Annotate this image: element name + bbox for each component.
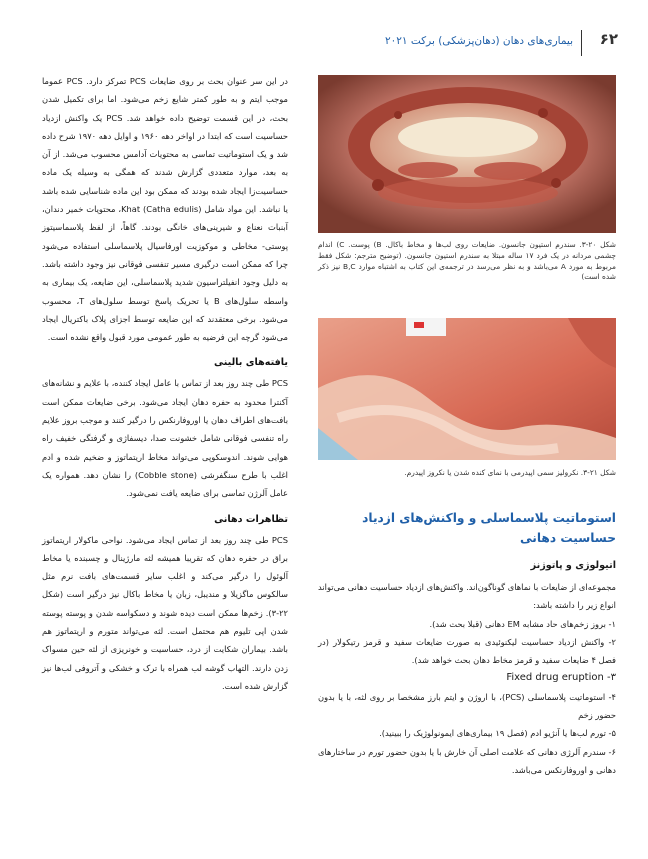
running-title: بیماری‌های دهان (دهان‌پزشکی) برکت ۲۰۲۱ <box>384 35 573 47</box>
heading-clinical-findings: یافته‌های بالینی <box>214 357 288 369</box>
skin-necrolysis-photo-icon <box>318 318 616 460</box>
heading-etiology: اتیولوژی و پاتوژنز <box>530 560 616 571</box>
list-item: ۶- سندرم آلرژی دهانی که علامت اصلی آن خارش با یا بدون حضور تورم در ساختارهای دهانی و اوروفارنکس می‌باشد. <box>318 746 616 775</box>
list-item: Fixed drug eruption -۳ <box>506 672 616 684</box>
left-paragraph-3: PCS طی چند روز بعد از تماس ایجاد می‌شود. نواحی ماکولار اریتماتوز براق در حفره دهان که تقریبا همیشه لثه مارژینال و چسبنده یا مخاط آلوئول را درگیر می‌کند و اغلب سایر قسمت‌های بافت نرم مثل سالکوس ماگزیلا و مندیبل، زبان یا مخاط باکال نیز درگیر است (شکل ۲۲-۳). زخم‌ها ممکن است دیده شوند و دسکواسه شدن و پوسته پوسته شدن اپی تلیوم هم محتمل است. لثه می‌تواند متورم و اریتماتوز هم باشد. بیماران شکایت از درد، حساسیت و خونریزی از لثه حین مسواک زدن دارند. التهاب گوشه لب همراه با ترک و خشکی و آتروفی لب‌ها نیز گزارش شده است. <box>42 534 288 691</box>
list-item: ۵- تورم لب‌ها یا آنژیو ادم (فصل ۱۹ بیماری‌های ایمونولوژیک را ببینید). <box>379 728 616 739</box>
page-header <box>318 28 618 54</box>
figure-2-image <box>318 318 616 460</box>
header-divider <box>581 30 583 56</box>
figure-2-caption: شکل ۲۱-۳. نکرولیز سمی اپیدرمی با نمای کنده شدن یا نکروز اپیدرم. <box>404 468 616 477</box>
list-item: ۴- استوماتیت پلاسماسلی (PCS)، با اروژن و ایتم بارز مشخصا بر روی لثه، با یا بدون حضور زخم <box>318 691 616 721</box>
list-item: ۲- واکنش ازدیاد حساسیت لیکنوئیدی به صورت ضایعات سفید و قرمز رتیکولار (در فصل ۴ ضایعات سفید و قرمز مخاط دهان بحث خواهد شد). <box>318 636 616 666</box>
figure-1-image <box>318 75 616 233</box>
right-body <box>318 556 616 779</box>
figure-1-caption: شکل ۲۰-۳. سندرم استیون جانسون. ضایعات روی لب‌ها و مخاط باکال. B) پوست. C) اندام چشمی مردانه در یک فرد ۱۷ ساله مبتلا به سندرم استیون جانسون. (توضیح مترجم: شکل فقط مربوط به مورد A می‌باشد و به نظر می‌رسد در ترجمه‌ی این کتاب به اشتباه موارد B,C نیز ذکر شده است) <box>318 240 617 282</box>
section-title: استوماتیت پلاسماسلی و واکنش‌های ازدیاد حساسیت دهانی <box>362 511 616 545</box>
oral-lesion-photo-icon <box>318 75 616 233</box>
left-column <box>42 72 288 695</box>
heading-oral-manifestations: تظاهرات دهانی <box>214 513 288 525</box>
list-item: ۱- بروز زخم‌های حاد مشابه EM دهانی (قبلا بحث شد). <box>429 618 616 629</box>
page-number: ۶۲ <box>599 30 618 48</box>
left-paragraph-2: PCS طی چند روز بعد از تماس با عامل ایجاد کننده، با علایم و نشانه‌های آکنترا محدود به حفره دهان ایجاد می‌شود. برخی ضایعات ممکن است بافت‌های اطراف دهان یا اوروفارنکس را درگیر کنند و موجب بروز علایم راه تنفسی فوقانی شامل خشونت صدا، دیسفاژی و گرفتگی خفیف راه هوایی شوند. اندوسکوپی می‌تواند مخاط اریتماتوز و ضخیم شده و ادم اغلب با طرح سنگفرشی (Cobble stone) را نشان دهد. همواره یک عامل آلرژن تماسی برای ضایعه یافت نمی‌شود. <box>42 378 288 499</box>
left-paragraph-1: در این سر عنوان بحث بر روی ضایعات PCS تمرکز دارد. PCS عموما موجب ایتم و به طور کمتر شایع زخم می‌شود. اما برای تکمیل شدن بحث، در این قسمت توضیح داده خواهد شد. PCS یک واکنش ازدیاد حساسیت است که ابتدا در اواخر دهه ۱۹۶۰ و اوایل دهه ۱۹۷۰ شرح داده شد و یک استوماتیت تماسی به محتویات آدامس محسوب می‌شد. از آن به بعد، موارد متعددی گزارش شدند که همگی به وسیله یک ماده حساسیت‌زا ایجاد شده بودند که ممکن بود این ماده شناسایی شده باشد یا نباشد. این مواد شامل (Catha edulis) Khat، محتویات خمیر دندان، آبنبات نعناع و شیرینی‌های خانگی بودند. گاهاً، از لفظ پلاسماسیتوز پوستی- مخاطی و موکوزیت اورفاسیال پلاسماسلی استفاده می‌شود چرا که ممکن است درگیری مسیر تنفسی فوقانی نیز وجود داشته باشد. به دلیل وجود انفیلتراسیون شدید پلاسماسلی، این ضایعه، یک بیماری به واسطه سلول‌های B یا تحریک پاسخ توسط سلول‌های T، محسوب می‌شود. برخی معتقدند که این ضایعه توسط اجزای پلاک باکتریال ایجاد می‌شود گرچه این فرضیه به طور عمومی مورد قبول واقع نشده است. <box>42 76 289 343</box>
right-intro: مجموعه‌ای از ضایعات با نماهای گوناگون‌اند. واکنش‌های ازدیاد حساسیت دهانی می‌تواند انواع زیر را داشته باشد: <box>318 582 616 611</box>
